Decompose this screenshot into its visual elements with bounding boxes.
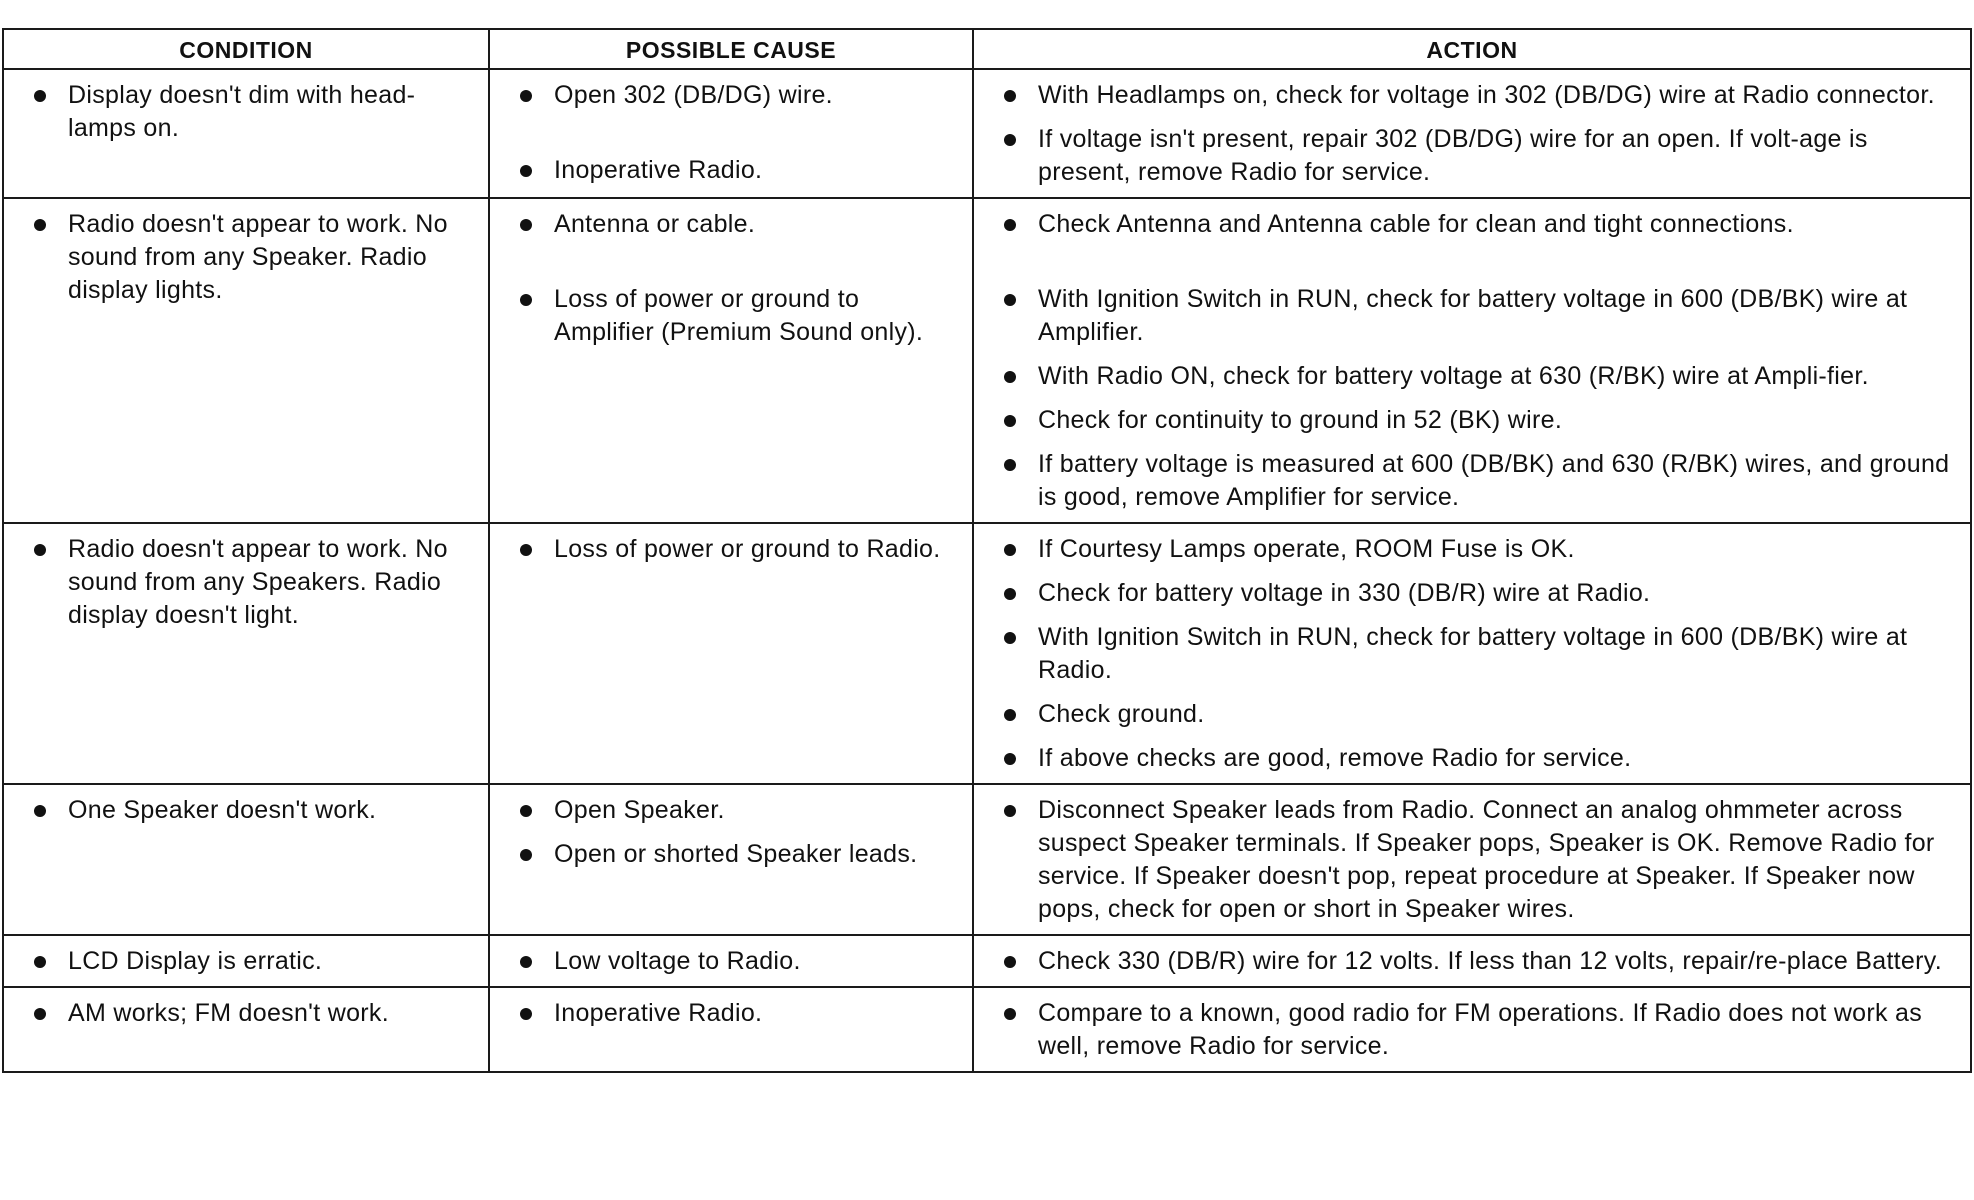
cause-item: Open or shorted Speaker leads. xyxy=(504,838,958,871)
action-cell xyxy=(973,69,1971,198)
cause-cell xyxy=(489,784,973,935)
action-cell xyxy=(973,935,1971,987)
condition-cell xyxy=(3,987,489,1072)
condition-list xyxy=(18,794,474,827)
table-row xyxy=(3,935,1971,987)
condition-list xyxy=(18,208,474,307)
action-item: With Ignition Switch in RUN, check for battery voltage in 600 (DB/BK) wire at Radio. xyxy=(988,621,1956,687)
action-item: If voltage isn't present, repair 302 (DB/DG) wire for an open. If volt-age is present, remove Radio for service. xyxy=(988,123,1956,189)
action-item: If above checks are good, remove Radio for service. xyxy=(988,742,1956,775)
table-row xyxy=(3,987,1971,1072)
diagnosis-table xyxy=(2,28,1972,1073)
cause-cell xyxy=(489,987,973,1072)
condition-list xyxy=(18,945,474,978)
action-cell xyxy=(973,198,1971,523)
action-cell xyxy=(973,987,1971,1072)
action-item: With Headlamps on, check for voltage in 302 (DB/DG) wire at Radio connector. xyxy=(988,79,1956,112)
action-item: Check for continuity to ground in 52 (BK) wire. xyxy=(988,404,1956,437)
cause-list xyxy=(504,208,958,349)
possible-cause-header: POSSIBLE CAUSE xyxy=(489,29,973,69)
action-item: Check for battery voltage in 330 (DB/R) wire at Radio. xyxy=(988,577,1956,610)
cause-list xyxy=(504,997,958,1030)
action-item: Check ground. xyxy=(988,698,1956,731)
action-list xyxy=(988,208,1956,514)
table-row xyxy=(3,523,1971,784)
condition-list xyxy=(18,997,474,1030)
cause-cell xyxy=(489,523,973,784)
cause-list xyxy=(504,945,958,978)
condition-cell xyxy=(3,198,489,523)
table-row xyxy=(3,198,1971,523)
condition-item: Radio doesn't appear to work. No sound from any Speaker. Radio display lights. xyxy=(18,208,474,307)
action-item: With Ignition Switch in RUN, check for battery voltage in 600 (DB/BK) wire at Amplifier. xyxy=(988,283,1956,349)
condition-item: AM works; FM doesn't work. xyxy=(18,997,474,1030)
action-item: Disconnect Speaker leads from Radio. Connect an analog ohmmeter across suspect Speaker terminals. If Speaker pops, Speaker is OK. Remove Radio for service. If Speaker doesn't pop, repeat procedure at Speaker. If Speaker now pops, check for open or short in Speaker wires. xyxy=(988,794,1956,926)
cause-item: Inoperative Radio. xyxy=(504,997,958,1030)
condition-header: CONDITION xyxy=(3,29,489,69)
cause-list xyxy=(504,79,958,187)
cause-item: Low voltage to Radio. xyxy=(504,945,958,978)
table-row xyxy=(3,784,1971,935)
action-item: If battery voltage is measured at 600 (DB/BK) and 630 (R/BK) wires, and ground is good, remove Amplifier for service. xyxy=(988,448,1956,514)
header-row xyxy=(3,29,1971,69)
cause-cell xyxy=(489,69,973,198)
table-row xyxy=(3,69,1971,198)
action-list xyxy=(988,794,1956,926)
condition-cell xyxy=(3,523,489,784)
condition-item: Radio doesn't appear to work. No sound from any Speakers. Radio display doesn't light. xyxy=(18,533,474,632)
cause-list xyxy=(504,533,958,566)
action-cell xyxy=(973,784,1971,935)
action-list xyxy=(988,79,1956,189)
condition-item: One Speaker doesn't work. xyxy=(18,794,474,827)
action-list xyxy=(988,533,1956,775)
action-item: Compare to a known, good radio for FM operations. If Radio does not work as well, remove Radio for service. xyxy=(988,997,1956,1063)
action-item: With Radio ON, check for battery voltage at 630 (R/BK) wire at Ampli-fier. xyxy=(988,360,1956,393)
cause-item: Loss of power or ground to Amplifier (Premium Sound only). xyxy=(504,283,958,349)
cause-cell xyxy=(489,198,973,523)
cause-list xyxy=(504,794,958,871)
condition-cell xyxy=(3,935,489,987)
cause-item: Inoperative Radio. xyxy=(504,154,958,187)
action-item: Check 330 (DB/R) wire for 12 volts. If less than 12 volts, repair/re-place Battery. xyxy=(988,945,1956,978)
cause-cell xyxy=(489,935,973,987)
action-item: If Courtesy Lamps operate, ROOM Fuse is OK. xyxy=(988,533,1956,566)
cause-item: Open 302 (DB/DG) wire. xyxy=(504,79,958,112)
condition-cell xyxy=(3,69,489,198)
condition-cell xyxy=(3,784,489,935)
action-header: ACTION xyxy=(973,29,1971,69)
condition-item: LCD Display is erratic. xyxy=(18,945,474,978)
cause-item: Loss of power or ground to Radio. xyxy=(504,533,958,566)
action-item: Check Antenna and Antenna cable for clean and tight connections. xyxy=(988,208,1956,241)
action-list xyxy=(988,945,1956,978)
action-list xyxy=(988,997,1956,1063)
condition-list xyxy=(18,79,474,145)
cause-item: Open Speaker. xyxy=(504,794,958,827)
action-cell xyxy=(973,523,1971,784)
condition-item: Display doesn't dim with head-lamps on. xyxy=(18,79,474,145)
cause-item: Antenna or cable. xyxy=(504,208,958,241)
condition-list xyxy=(18,533,474,632)
